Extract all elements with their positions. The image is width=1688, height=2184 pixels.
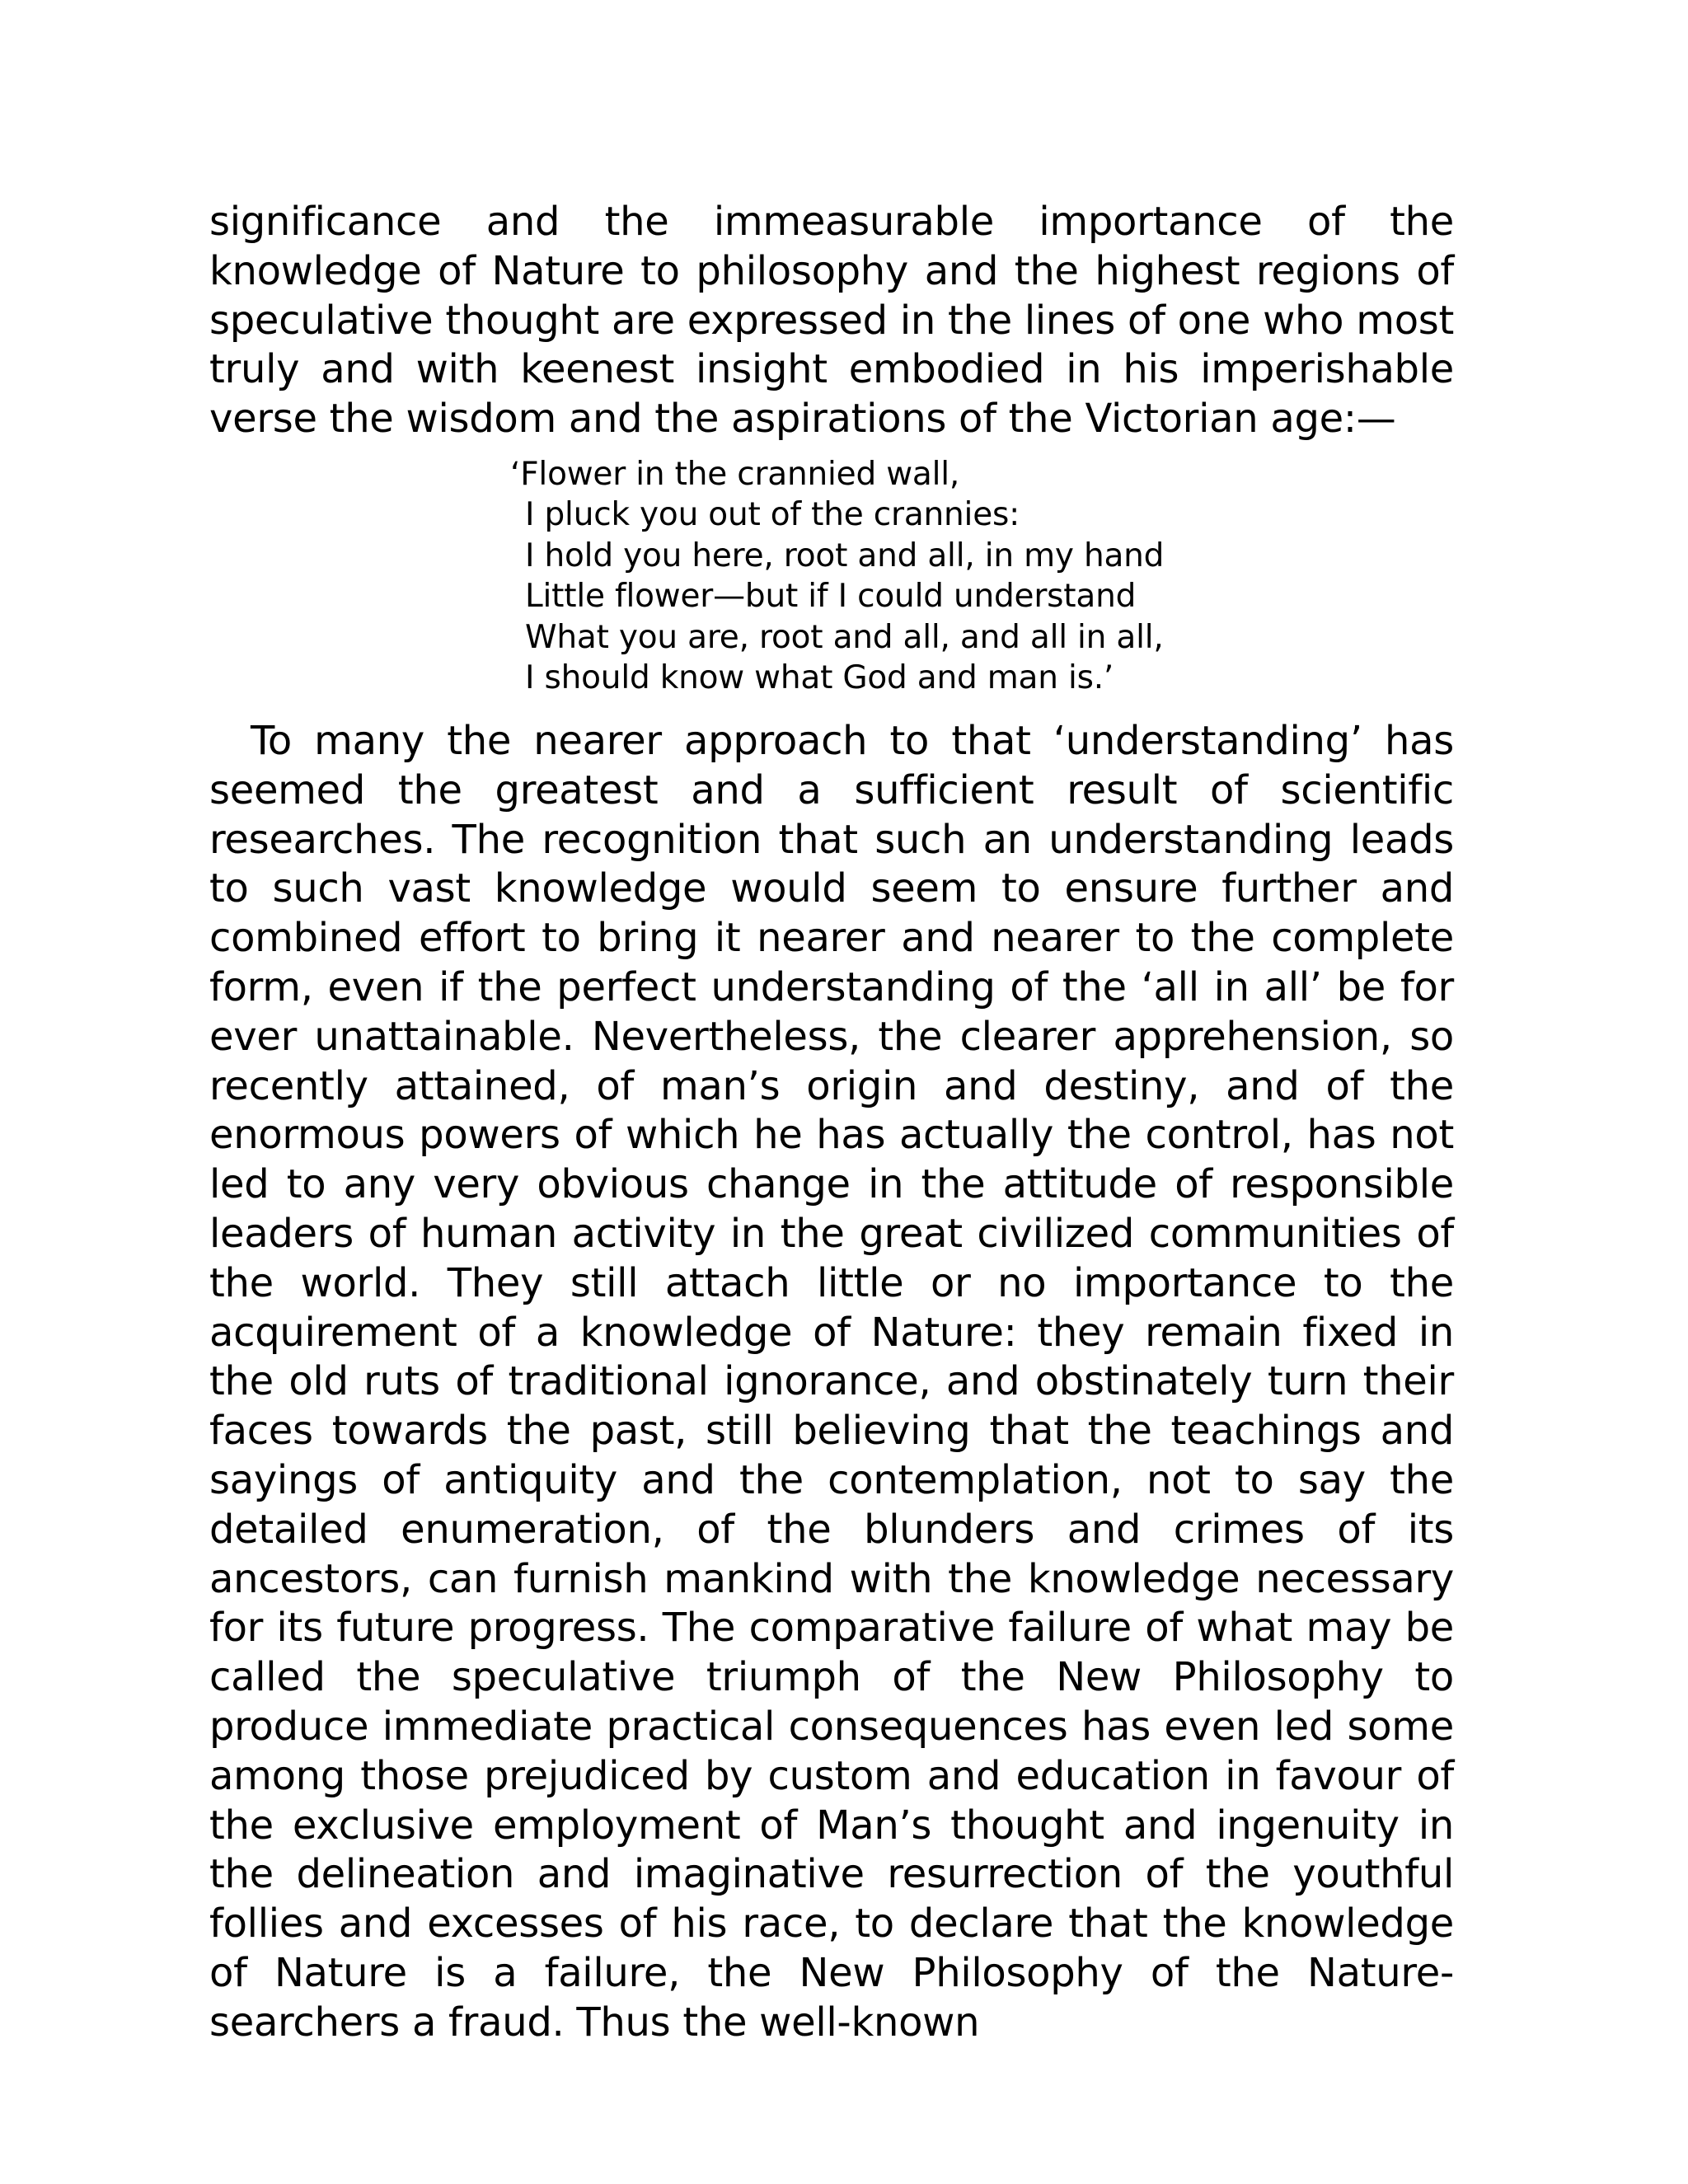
document-page: [209, 198, 1454, 2048]
poem-line-1: ‘Flower in the crannied wall,: [510, 455, 960, 493]
opening-paragraph: significance and the immeasurable importance of the knowledge of Nature to philosophy and the highest regions of speculative thought are expressed in the lines of one who most truly and with keenest insight embodied in his imperishable verse the wisdom and the aspirations of the Victorian age:—: [209, 199, 1454, 443]
poem-line-6: I should know what God and man is.’: [525, 659, 1114, 697]
body-paragraph: To many the nearer approach to that ‘understanding’ has seemed the greatest and a sufficient result of scientific researches. The recognition that such an understanding leads to such vast knowledge would seem to ensure further and combined effort to bring it nearer and nearer to the complete form, even if the perfect understanding of the ‘all in all’ be for ever unattainable. Nevertheless, the clearer apprehension, so recently attained, of man’s origin and destiny, and of the enormous powers of which he has actually the control, has not led to any very obvious change in the attitude of responsible leaders of human activity in the great civilized communities of the world. They still attach little or no importance to the acquirement of a knowledge of Nature: they remain fixed in the old ruts of traditional ignorance, and obstinately turn their faces towards the past, still believing that the teachings and sayings of antiquity and the contemplation, not to say the detailed enumeration, of the blunders and crimes of its ancestors, can furnish mankind with the knowledge necessary for its future progress. The comparative failure of what may be called the speculative triumph of the New Philosophy to produce immediate practical consequences has even led some among those prejudiced by custom and education in favour of the exclusive employment of Man’s thought and ingenuity in the delineation and imaginative resurrection of the youthful follies and excesses of his race, to declare that the knowledge of Nature is a failure, the New Philosophy of the Nature-searchers a fraud. Thus the well-known: [209, 717, 1454, 2046]
poem-line-3: I hold you here, root and all, in my hand: [525, 537, 1165, 574]
poem-line-4: Little flower—but if I could understand: [525, 578, 1137, 616]
poem-line-5: What you are, root and all, and all in all,: [525, 618, 1164, 656]
poem-line-2: I pluck you out of the crannies:: [525, 496, 1020, 534]
poem-quotation: [209, 454, 1454, 699]
